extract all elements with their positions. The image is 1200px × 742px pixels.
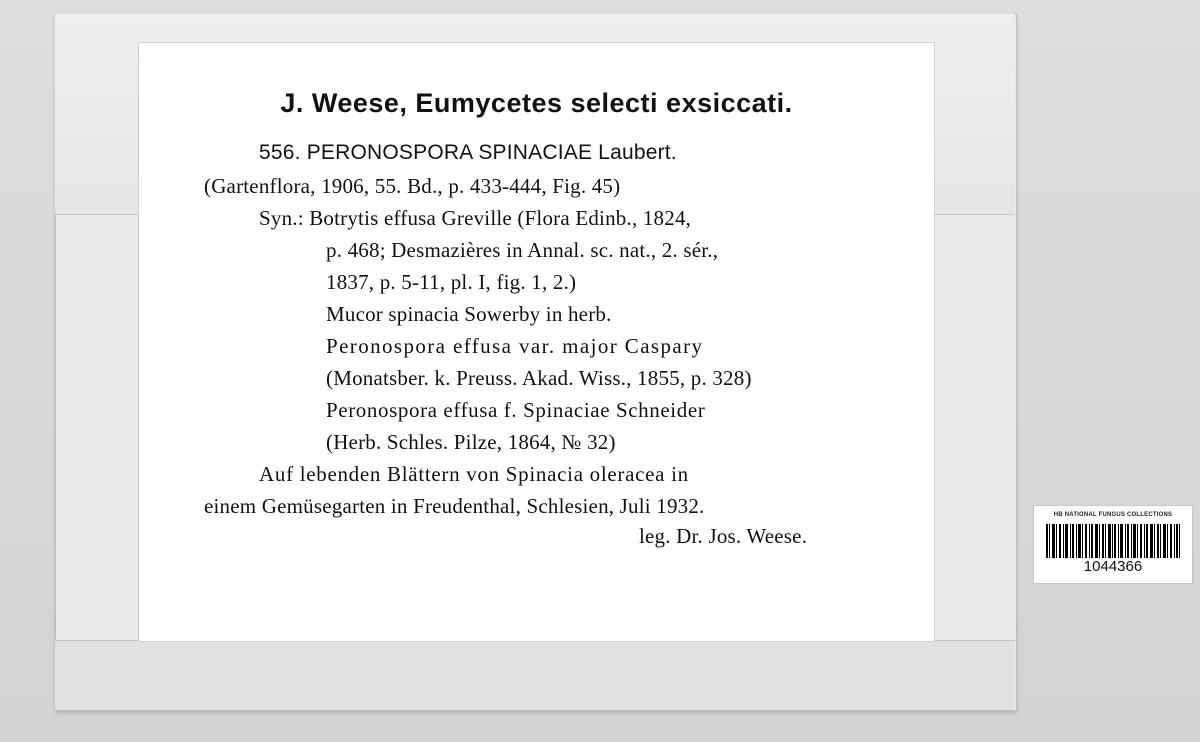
label-line-synonym: Syn.: Botrytis effusa Greville (Flora Edinb., 1824, bbox=[259, 206, 692, 230]
label-line-monatsber: (Monatsber. k. Preuss. Akad. Wiss., 1855, p. 328) bbox=[326, 366, 752, 390]
label-line-habitat: Auf lebenden Blättern von Spinacia oleracea in bbox=[259, 462, 689, 486]
label-line-peronospora-spinaciae: Peronospora effusa f. Spinaciae Schneider bbox=[326, 398, 706, 422]
label-line-synonym-ref-2: 1837, p. 5-11, pl. I, fig. 1, 2.) bbox=[326, 270, 577, 294]
label-title: J. Weese, Eumycetes selecti exsiccati. bbox=[280, 88, 793, 118]
label-line-peronospora-major: Peronospora effusa var. major Caspary bbox=[326, 334, 704, 358]
barcode-header: HB NATIONAL FUNGUS COLLECTIONS bbox=[1053, 512, 1173, 518]
specimen-label bbox=[138, 42, 935, 642]
label-line-mucor: Mucor spinacia Sowerby in herb. bbox=[326, 302, 612, 326]
label-line-synonym-ref: p. 468; Desmazières in Annal. sc. nat., 2. sér., bbox=[326, 238, 719, 262]
barcode-label bbox=[1033, 505, 1193, 584]
label-line-herb-schles: (Herb. Schles. Pilze, 1864, № 32) bbox=[326, 430, 616, 454]
label-line-citation: (Gartenflora, 1906, 55. Bd., p. 433-444, Fig. 45) bbox=[204, 174, 621, 198]
barcode-icon bbox=[1046, 524, 1180, 558]
barcode-number: 1044366 bbox=[1083, 558, 1143, 575]
label-line-species: 556. PERONOSPORA SPINACIAE Laubert. bbox=[259, 141, 677, 164]
label-line-locality: einem Gemüsegarten in Freudenthal, Schlesien, Juli 1932. bbox=[204, 494, 705, 518]
label-line-collector: leg. Dr. Jos. Weese. bbox=[639, 524, 808, 548]
packet-fold-bottom bbox=[55, 640, 1015, 710]
